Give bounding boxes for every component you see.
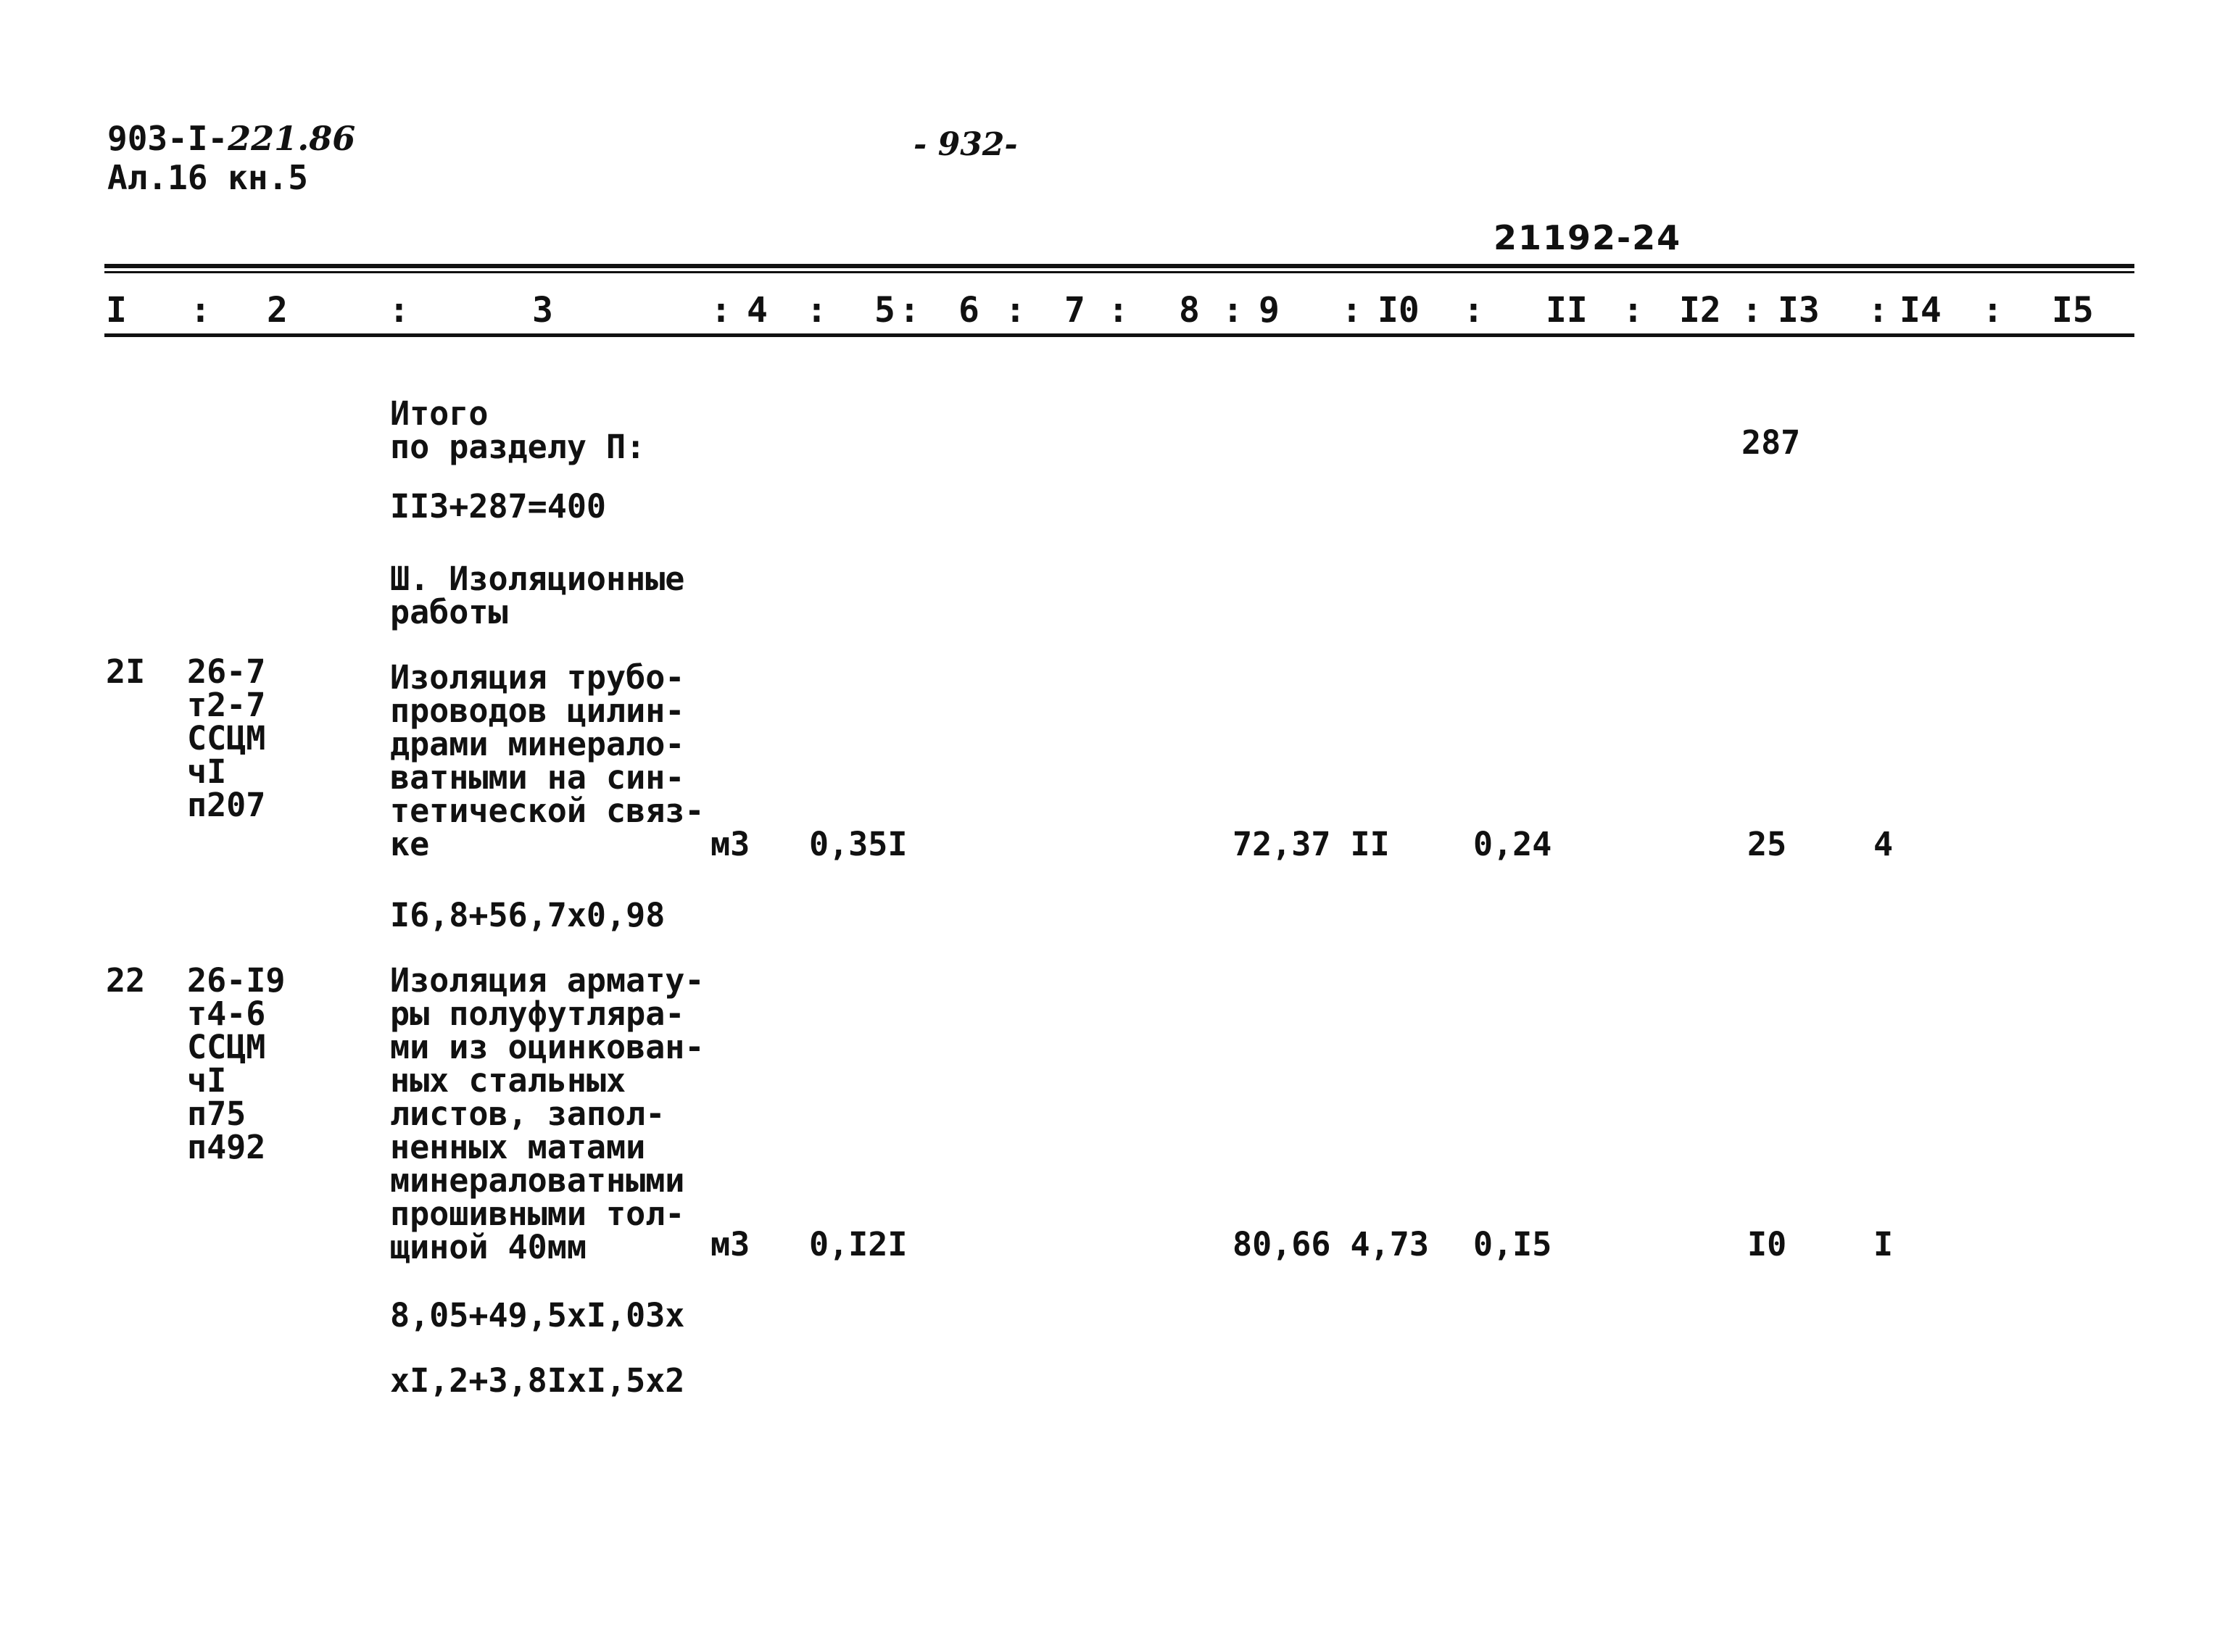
table-header-bottom-rule [104, 333, 2134, 337]
row-col13: 25 [1747, 825, 1787, 863]
column-separator: : [1741, 290, 1762, 331]
row-col5: 0,I2I [809, 1225, 908, 1263]
row-col9-10: 72,37 II [1232, 825, 1390, 863]
column-header-4: 4 [747, 290, 768, 331]
column-header-1: I [106, 290, 127, 331]
row-number: 22 [106, 961, 146, 1000]
section-header: Ш. Изоляционные работы [390, 560, 685, 631]
column-separator: : [1463, 290, 1484, 331]
column-separator: : [1868, 290, 1889, 331]
column-header-15: I5 [2052, 290, 2094, 331]
section-total-formula: II3+287=400 [390, 487, 607, 526]
column-header-7: 7 [1064, 290, 1085, 331]
document-code [107, 119, 356, 158]
column-header-5: 5 [874, 290, 895, 331]
column-header-12: I2 [1679, 290, 1721, 331]
column-header-3: 3 [532, 290, 553, 331]
row-formula: хI,2+3,8IхI,5х2 [390, 1361, 685, 1400]
column-separator: : [1341, 290, 1362, 331]
column-separator: : [1623, 290, 1644, 331]
column-header-8: 8 [1179, 290, 1200, 331]
row-col11: 0,I5 [1473, 1225, 1552, 1263]
column-separator: : [1222, 290, 1243, 331]
row-col14: I [1873, 1225, 1894, 1263]
row-col5: 0,35I [809, 825, 908, 863]
column-header-14: I4 [1900, 290, 1942, 331]
row-formula: I6,8+56,7х0,98 [390, 896, 666, 934]
row-description: Изоляция трубо- проводов цилин- драми минерало- ватными на син- тетической связ- ке [390, 658, 705, 863]
row-code: 26-I9 т4-6 ССЦМ чI п75 п492 [187, 961, 286, 1166]
document-code-prefix: 903-I- [107, 119, 228, 158]
table-top-rule-thin [104, 271, 2134, 273]
document-code-handwritten: 221.86 [228, 119, 356, 158]
page-number: - 932- [914, 126, 1018, 163]
row-number: 2I [106, 652, 146, 691]
table-top-rule [104, 264, 2134, 268]
column-separator: : [190, 290, 211, 331]
row-col11: 0,24 [1473, 825, 1552, 863]
column-separator: : [806, 290, 827, 331]
column-separator: : [899, 290, 920, 331]
row-col13: I0 [1747, 1225, 1787, 1263]
sheet-code: 21192-24 [1494, 218, 1682, 257]
section-total-col13: 287 [1741, 423, 1801, 462]
column-header-2: 2 [267, 290, 288, 331]
row-col14: 4 [1873, 825, 1894, 863]
column-separator: : [1108, 290, 1129, 331]
column-header-11: II [1546, 290, 1588, 331]
row-formula: 8,05+49,5хI,03х [390, 1296, 685, 1335]
row-unit: м3 [710, 1225, 750, 1263]
section-total-label: Итого по разделу П: [390, 394, 646, 466]
column-header-10: I0 [1378, 290, 1420, 331]
column-separator: : [1982, 290, 2003, 331]
column-header-6: 6 [958, 290, 979, 331]
row-code: 26-7 т2-7 ССЦМ чI п207 [187, 652, 266, 824]
document-part: Ал.16 кн.5 [107, 158, 308, 197]
row-description: Изоляция армату- ры полуфутляра- ми из оцинкован- ных стальных листов, запол- ненных матами минераловатными прошивными тол- щиной 40мм [390, 961, 705, 1266]
column-separator: : [710, 290, 732, 331]
column-separator: : [1005, 290, 1026, 331]
row-col9-10: 80,66 4,73 [1232, 1225, 1429, 1263]
column-header-13: I3 [1778, 290, 1820, 331]
column-separator: : [389, 290, 410, 331]
row-unit: м3 [710, 825, 750, 863]
column-header-9: 9 [1259, 290, 1280, 331]
